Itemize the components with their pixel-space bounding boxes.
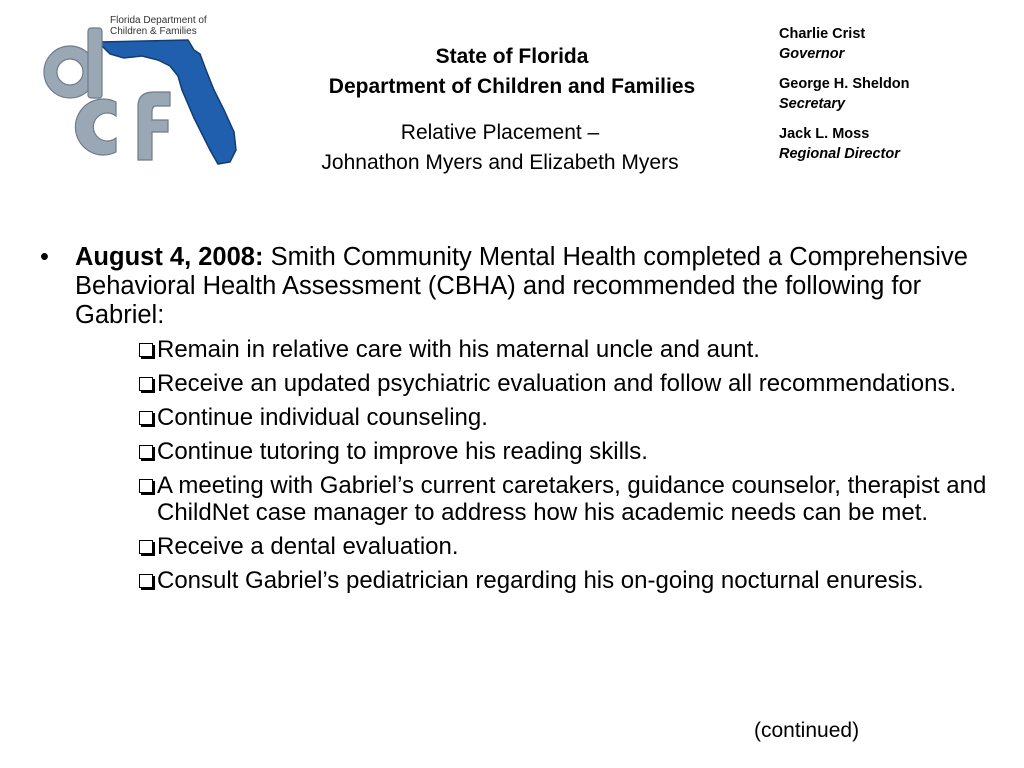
logo-letter-f xyxy=(138,92,170,160)
checkbox-icon xyxy=(139,479,153,493)
bullet-dot-icon: • xyxy=(40,243,49,271)
title-line-2: Department of Children and Families xyxy=(328,75,696,98)
checkbox-icon xyxy=(139,377,153,391)
checkbox-icon xyxy=(139,540,153,554)
page-title xyxy=(262,42,762,102)
list-item-text: A meeting with Gabriel’s current caretakers, guidance counselor, therapist and ChildNet case manager to address how his academic needs can be met. xyxy=(157,472,987,526)
official-governor xyxy=(779,24,1009,64)
official-name: George H. Sheldon xyxy=(779,76,910,92)
list-item-text: Receive an updated psychiatric evaluation and follow all recommendations. xyxy=(157,370,957,397)
official-name: Charlie Crist xyxy=(779,26,866,42)
list-item-text: Continue individual counseling. xyxy=(157,404,488,431)
list-item-text: Remain in relative care with his maternal uncle and aunt. xyxy=(157,336,760,363)
list-item xyxy=(139,336,999,363)
main-content xyxy=(40,243,1000,601)
list-item xyxy=(139,404,999,431)
subtitle-line-1: Relative Placement – xyxy=(400,121,600,144)
official-role: Secretary xyxy=(779,96,846,112)
list-item xyxy=(139,438,999,465)
subtitle-line-2: Johnathon Myers and Elizabeth Myers xyxy=(321,151,679,174)
list-item xyxy=(139,567,999,594)
list-item xyxy=(139,370,999,397)
logo-org-line1: Florida Department of xyxy=(110,15,207,26)
logo-letter-d-stem xyxy=(88,28,102,98)
official-regional-director xyxy=(779,124,1009,164)
dcf-logo xyxy=(38,10,243,170)
logo-org-name xyxy=(110,15,207,37)
continued-note: (continued) xyxy=(754,719,860,742)
official-secretary xyxy=(779,74,1009,114)
logo-letter-c xyxy=(75,99,116,155)
list-item xyxy=(139,472,999,526)
bullet-body: Smith Community Mental Health completed a Comprehensive Behavioral Health Assessment (CBHA) and recommended the following for Gabriel: xyxy=(75,243,968,329)
logo-org-line2: Children & Families xyxy=(110,26,197,37)
checkbox-icon xyxy=(139,411,153,425)
main-bullet xyxy=(40,243,1000,330)
title-line-1: State of Florida xyxy=(435,45,589,68)
list-item-text: Receive a dental evaluation. xyxy=(157,533,459,560)
list-item-text: Consult Gabriel’s pediatrician regarding his on-going nocturnal enuresis. xyxy=(157,567,924,594)
checkbox-icon xyxy=(139,445,153,459)
bullet-text xyxy=(75,243,1000,330)
checkbox-icon xyxy=(139,574,153,588)
list-item-text: Continue tutoring to improve his reading skills. xyxy=(157,438,648,465)
page-subtitle xyxy=(250,118,750,178)
checkbox-icon xyxy=(139,343,153,357)
official-role: Governor xyxy=(779,46,845,62)
recommendation-list xyxy=(139,336,999,594)
bullet-lead-date: August 4, 2008: xyxy=(75,243,264,271)
official-role: Regional Director xyxy=(779,146,900,162)
official-name: Jack L. Moss xyxy=(779,126,870,142)
list-item xyxy=(139,533,999,560)
officials-list xyxy=(779,24,1009,174)
